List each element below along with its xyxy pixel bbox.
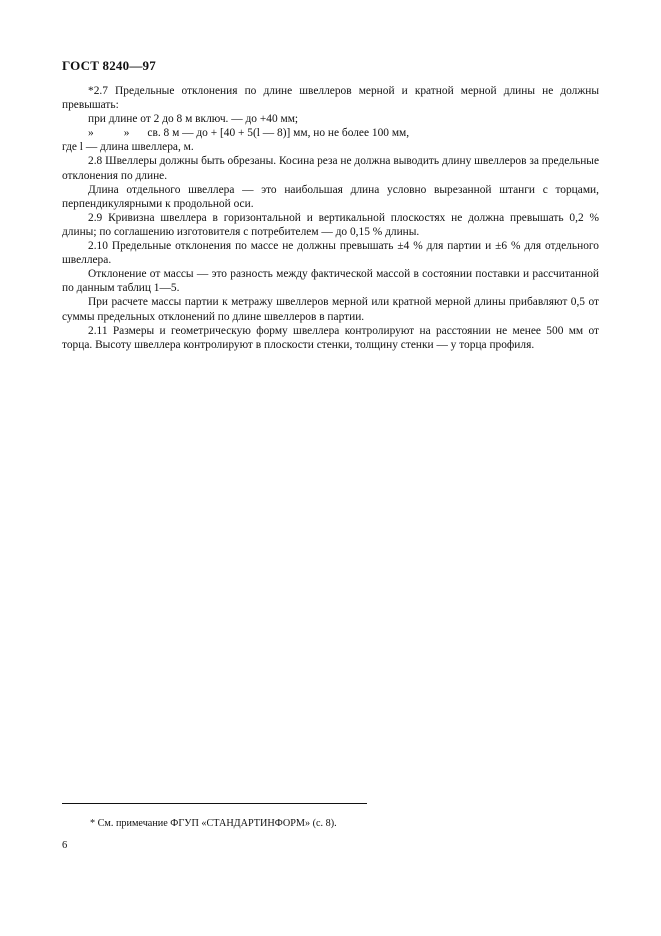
clause-2-7-line-1: при длине от 2 до 8 м включ. — до +40 мм;: [88, 113, 299, 126]
ditto-mark: »: [123, 127, 130, 140]
clause-2-7: *2.7 Предельные отклонения по длине швеллеров мерной и кратной мерной длины не должны превышать:: [62, 85, 599, 112]
footnote: * См. примечание ФГУП «СТАНДАРТИНФОРМ» (с. 8).: [90, 818, 337, 829]
clause-2-9: 2.9 Кривизна швеллера в горизонтальной и вертикальной плоскостях не должна превышать 0,2 % длины; по соглашению изготовителя с потребителем — до 0,15 % длины.: [62, 211, 599, 238]
clause-2-7-line-2: [62, 126, 599, 140]
clause-2-10: 2.10 Предельные отклонения по массе не должны превышать ±4 % для партии и ±6 % для отдельного швеллера.: [62, 240, 599, 267]
ditto-mark: »: [88, 127, 94, 140]
clause-2-8: 2.8 Швеллеры должны быть обрезаны. Косина реза не должна выводить длину швеллеров за предельные отклонения по длине.: [62, 155, 599, 182]
length-formula: св. 8 м — до + [40 + 5(l — 8)] мм, но не более 100 мм,: [147, 127, 410, 140]
page-number: 6: [62, 840, 68, 851]
clause-2-11: 2.11 Размеры и геометрическую форму швеллера контролируют на расстоянии не менее 500 мм от торца. Высоту швеллера контролируют в плоскости стенки, толщину стенки — у торца профиля.: [62, 324, 599, 351]
clause-2-7-definition: где l — длина швеллера, м.: [62, 141, 194, 154]
main-text: [62, 84, 599, 352]
document-header: ГОСТ 8240—97: [62, 58, 156, 73]
clause-2-10-definition: Отклонение от массы — это разность между фактической массой в состоянии поставки и рассчитанной по данным таблиц 1—5.: [62, 268, 599, 295]
footnote-divider: [62, 803, 367, 804]
clause-2-10-calculation: При расчете массы партии к метражу швеллеров мерной или кратной мерной длины прибавляют 0,5 от суммы предельных отклонений по длине швеллеров в партии.: [62, 296, 599, 323]
clause-2-8-definition: Длина отдельного швеллера — это наибольшая длина условно вырезанной штанги с торцами, перпендикулярными к продольной оси.: [62, 183, 599, 210]
